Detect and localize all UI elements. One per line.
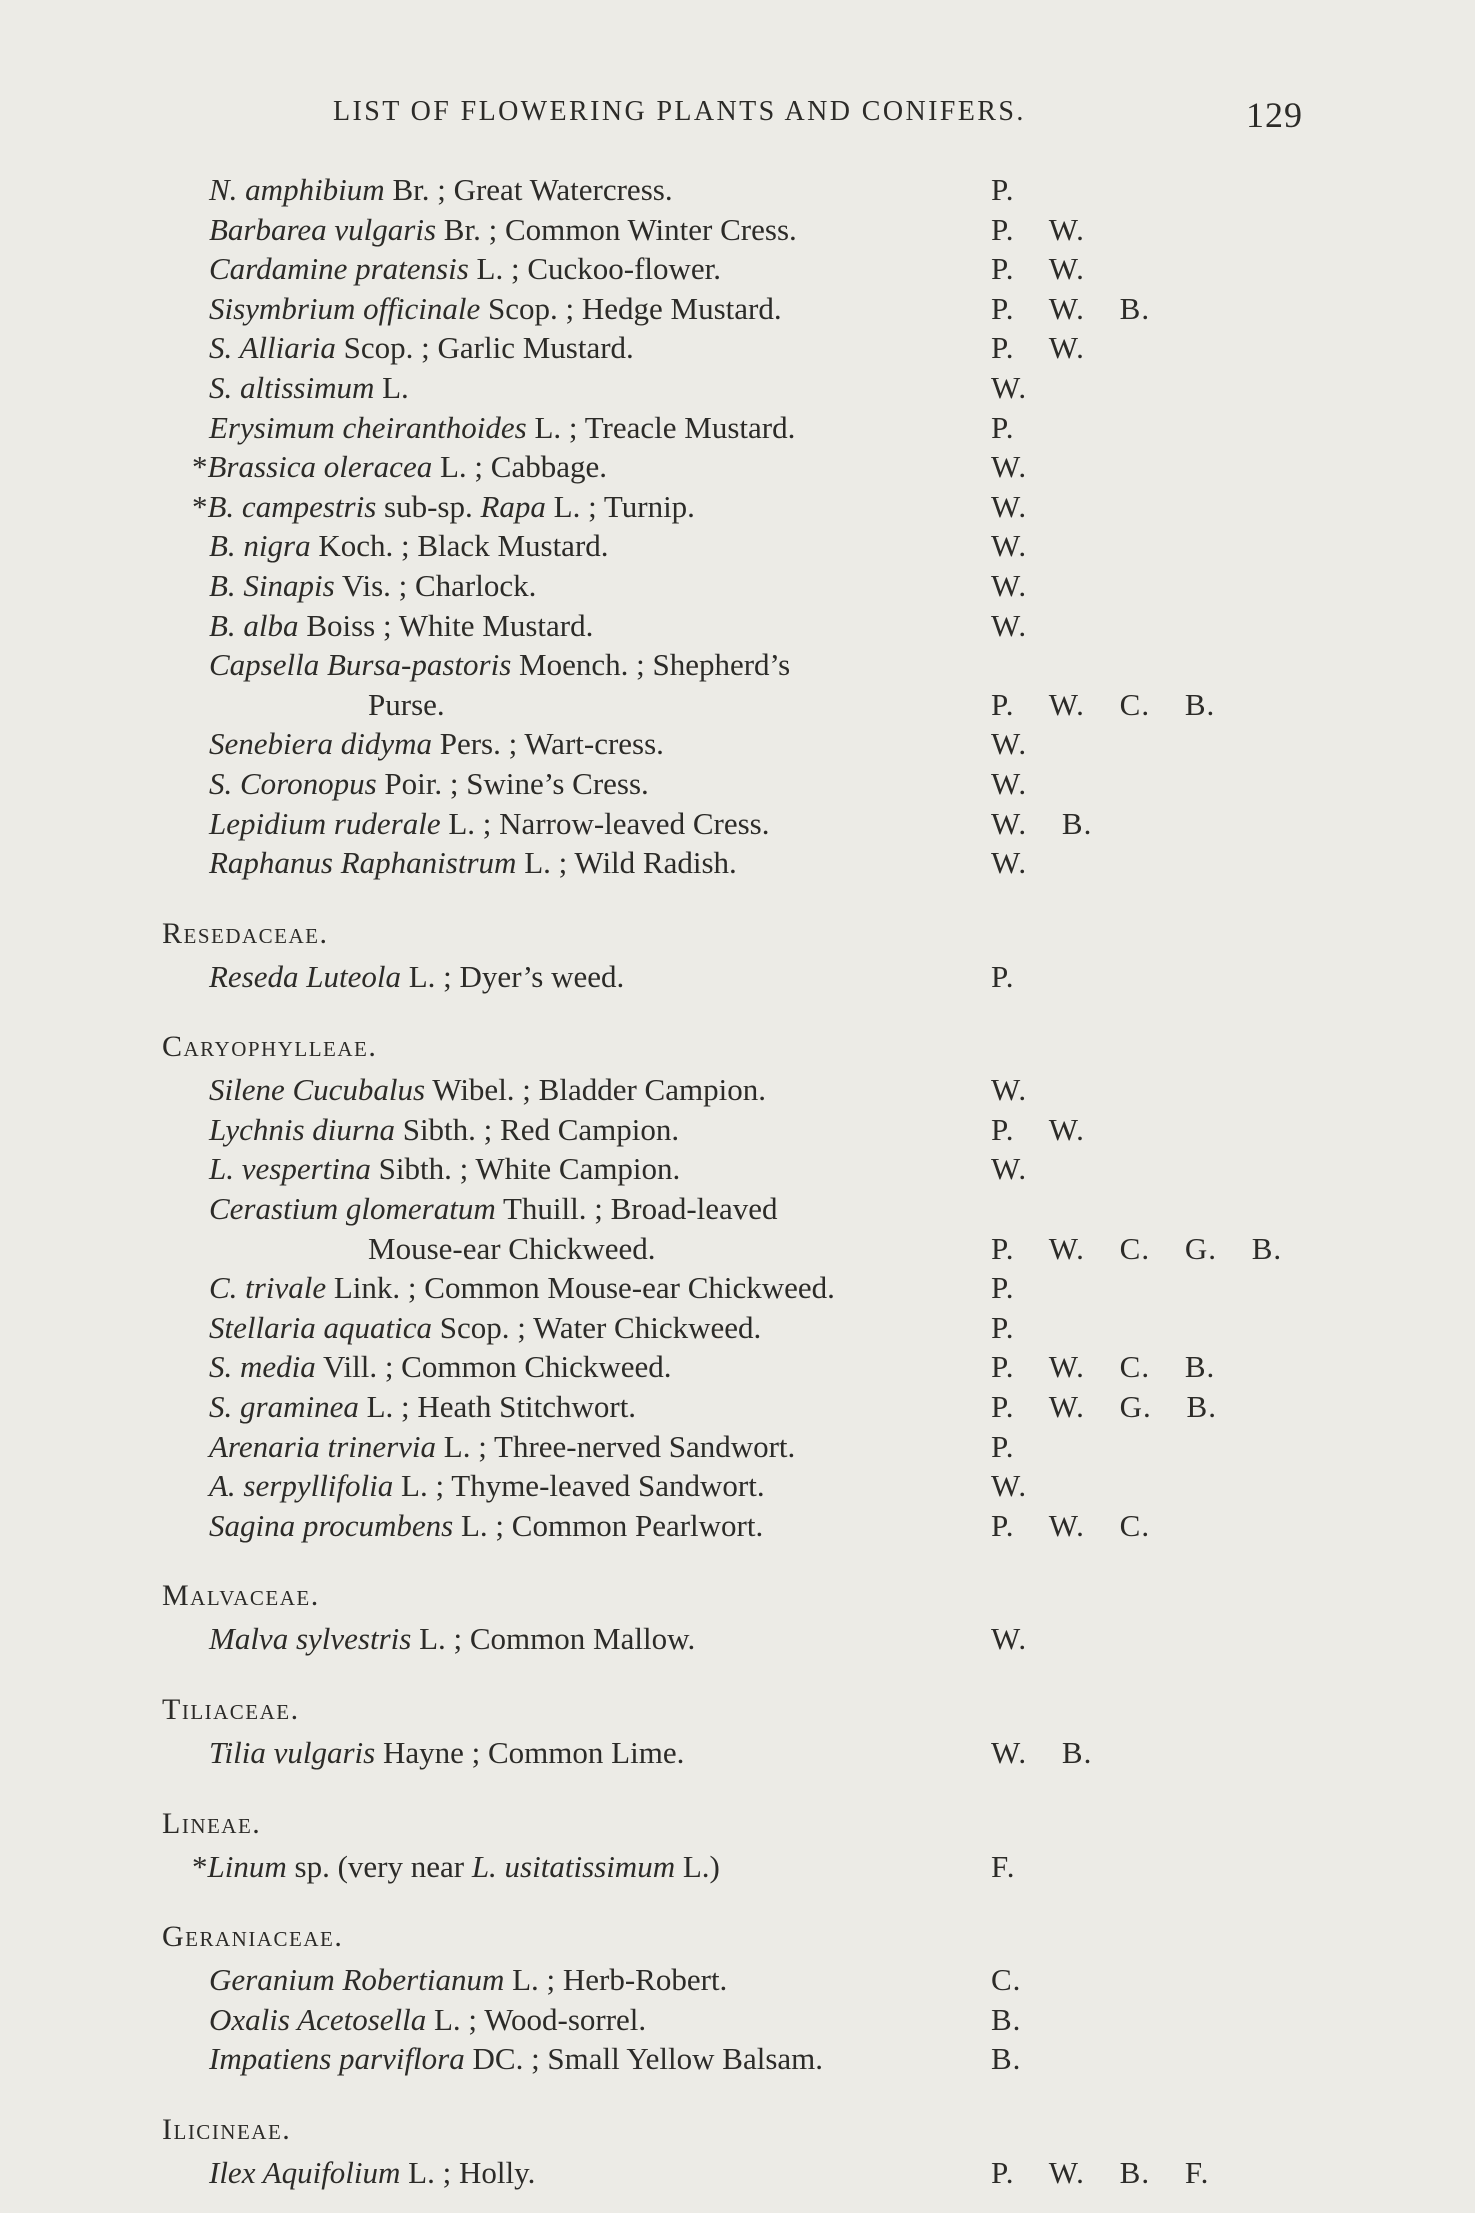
common-name-text: L. ; Narrow-leaved Cress. [440,805,770,841]
species-row [0,1468,1475,1508]
species-row [0,608,1475,648]
common-name-text: sp. (very near [286,1848,472,1884]
locality-codes: F. [991,1848,1016,1884]
species-row [0,370,1475,410]
species-row [0,410,1475,450]
species-name [209,2041,823,2077]
species-row [0,1849,1475,1889]
locality-codes: P. W. C. B. [991,686,1216,722]
species-row [0,291,1475,331]
common-name-text: Scop. ; Hedge Mustard. [480,290,782,326]
latin-name: B. campestris [207,488,377,524]
family-heading [0,917,1475,959]
latin-name: L. usitatissimum [471,1848,676,1884]
common-name-text: Sibth. ; Red Campion. [394,1111,680,1147]
species-row [0,528,1475,568]
latin-name: C. trivale [209,1270,327,1306]
species-row [0,766,1475,806]
latin-name: S. Coronopus [209,765,377,801]
species-name [209,845,737,881]
common-name-text: Link. ; Common Mouse-ear Chickweed. [326,1270,835,1306]
latin-name: B. alba [209,607,299,643]
locality-codes: W. [991,1072,1028,1108]
locality-codes: B. [991,2001,1022,2037]
latin-name: S. altissimum [209,369,375,405]
species-name [192,1849,720,1885]
latin-name: Silene Cucubalus [209,1072,426,1108]
species-name [209,1191,778,1227]
species-name [209,568,536,604]
locality-codes: W. B. [991,805,1093,841]
locality-codes: C. [991,1962,1022,1998]
latin-name: A. serpyllifolia [209,1468,394,1504]
latin-name: Reseda Luteola [209,958,401,994]
species-name [192,489,695,525]
species-name [209,608,593,644]
locality-codes: P. W. B. F. [991,2154,1210,2190]
latin-name: S. media [209,1349,316,1385]
family-heading [0,1693,1475,1735]
common-name-text: L. ; Turnip. [545,488,695,524]
common-name-text: L. ; Wild Radish. [516,845,737,881]
introduced-marker: * [192,1848,208,1884]
common-name-text: Poir. ; Swine’s Cress. [376,765,649,801]
species-name [209,2002,646,2038]
family-name: Geraniaceae. [162,1920,344,1954]
common-name-text: Mouse-ear Chickweed. [368,1230,656,1266]
family-name: Lineae. [162,1806,262,1840]
family-heading [0,1579,1475,1621]
latin-name: Ilex Aquifolium [209,2154,401,2190]
species-row [0,1072,1475,1112]
family-name: Tiliaceae. [162,1693,300,1726]
common-name-text: Vill. ; Common Chickweed. [315,1349,672,1385]
locality-codes: P. W. [991,211,1085,247]
locality-codes: P. [991,1270,1015,1306]
latin-name: Erysimum cheiranthoides [209,409,527,445]
locality-codes: P. [991,1428,1015,1464]
locality-codes: W. [991,845,1028,881]
locality-codes: W. [991,488,1028,524]
family-heading [0,1030,1475,1072]
species-row [0,1112,1475,1152]
locality-codes: B. [991,2041,1022,2077]
species-name [209,1429,795,1465]
latin-name: Sisymbrium officinale [209,290,481,326]
common-name-text: sub-sp. [376,488,481,524]
common-name-text: L. ; Three-nerved Sandwort. [436,1428,796,1464]
common-name-text: Purse. [368,686,445,722]
common-name-text: Boiss ; White Mustard. [298,607,594,643]
species-row [0,1735,1475,1775]
species-name [209,1151,680,1187]
common-name-text: Scop. ; Garlic Mustard. [335,330,634,366]
species-name [209,1508,763,1544]
species-name [209,528,609,564]
latin-name: Cerastium glomeratum [209,1191,496,1227]
common-name-text: L. ; Common Mallow. [411,1621,696,1657]
latin-name: Raphanus Raphanistrum [209,845,517,881]
latin-name: Rapa [480,488,546,524]
locality-codes: P. [991,172,1015,207]
common-name-text: L. ; Common Pearlwort. [453,1507,764,1543]
common-name-text: L. ; Cuckoo-flower. [468,251,722,287]
species-row [0,568,1475,608]
species-name [209,726,664,762]
common-name-text: L.) [675,1848,720,1884]
species-row [0,212,1475,252]
species-row [0,687,1475,727]
locality-codes: P. [991,409,1015,445]
introduced-marker: * [192,488,208,524]
latin-name: Impatiens parviflora [209,2041,465,2077]
species-name [209,1962,727,1998]
locality-codes: W. [991,765,1028,801]
family-name: Caryophylleae. [162,1030,378,1064]
locality-codes: P. W. [991,251,1085,287]
species-name [192,449,607,485]
common-name-text: L. ; Treacle Mustard. [526,409,796,445]
common-name-text: Vis. ; Charlock. [334,567,537,603]
species-name [209,291,782,327]
introduced-marker: * [192,449,208,485]
common-name-text: Wibel. ; Bladder Campion. [425,1072,766,1108]
species-row [0,647,1475,687]
species-row [0,251,1475,291]
common-name-text: L. ; Cabbage. [432,449,607,485]
locality-codes: W. B. [991,1735,1093,1770]
locality-codes: W. [991,567,1028,603]
species-row [0,2002,1475,2042]
common-name-text: L. [374,369,409,405]
species-name [209,806,769,842]
latin-name: Arenaria trinervia [209,1428,437,1464]
species-name [368,687,445,723]
locality-codes: W. [991,1151,1028,1187]
species-name [209,2155,535,2191]
species-list [0,172,1475,2195]
latin-name: Oxalis Acetosella [209,2001,427,2037]
species-name [209,766,649,802]
species-name [209,410,795,446]
species-row [0,330,1475,370]
page-number: 129 [1246,95,1303,135]
species-row [0,1621,1475,1661]
species-name [209,1310,761,1346]
species-row [0,959,1475,999]
locality-codes: P. [991,1309,1015,1345]
species-name [209,1468,765,1504]
species-name [209,1270,835,1306]
family-heading [0,2113,1475,2155]
species-row [0,1389,1475,1429]
latin-name: S. Alliaria [209,330,336,366]
common-name-text: Moench. ; Shepherd’s [511,647,791,683]
common-name-text: Thuill. ; Broad-leaved [495,1191,778,1227]
running-header [0,96,1475,146]
locality-codes: P. W. C. [991,1507,1151,1543]
species-name [209,1349,672,1385]
latin-name: Sagina procumbens [209,1507,454,1543]
latin-name: Lepidium ruderale [209,805,441,841]
species-name [209,959,624,995]
species-row [0,489,1475,529]
species-row [0,845,1475,885]
species-name [209,251,721,287]
family-name: Ilicineae. [162,2112,292,2146]
locality-codes: P. W. C. B. [991,1349,1216,1385]
locality-codes: W. [991,607,1028,643]
species-name [209,330,634,366]
species-row [0,1349,1475,1389]
latin-name: B. nigra [209,528,311,564]
species-row [0,1151,1475,1191]
species-row [0,1270,1475,1310]
latin-name: Stellaria aquatica [209,1309,433,1345]
common-name-text: Sibth. ; White Campion. [370,1151,681,1187]
latin-name: Geranium Robertianum [209,1962,505,1998]
locality-codes: W. [991,449,1028,485]
common-name-text: Pers. ; Wart-cress. [431,726,664,762]
latin-name: N. amphibium [209,172,385,207]
locality-codes: W. [991,1468,1028,1504]
common-name-text: L. ; Wood-sorrel. [426,2001,647,2037]
common-name-text: Scop. ; Water Chickweed. [432,1309,762,1345]
species-row [0,449,1475,489]
species-row [0,1508,1475,1548]
common-name-text: L. ; Heath Stitchwort. [358,1389,637,1425]
family-name: Malvaceae. [162,1579,320,1613]
species-row [0,1231,1475,1271]
family-name: Resedaceae. [162,916,329,950]
latin-name: Lychnis diurna [209,1111,395,1147]
latin-name: Malva sylvestris [209,1621,412,1657]
locality-codes: P. W. C. G. B. [991,1230,1283,1266]
family-heading [0,1807,1475,1849]
common-name-text: Hayne ; Common Lime. [375,1735,685,1770]
locality-codes: P. W. G. B. [991,1389,1217,1425]
species-name [209,1735,684,1771]
latin-name: Senebiera didyma [209,726,432,762]
latin-name: Capsella Bursa-pastoris [209,647,512,683]
species-row [0,1962,1475,2002]
common-name-text: L. ; Holly. [400,2154,536,2190]
species-name [209,647,790,683]
species-name [368,1231,656,1267]
locality-codes: P. W. [991,1111,1085,1147]
family-heading [0,1920,1475,1962]
common-name-text: Br. ; Great Watercress. [384,172,673,207]
species-name [209,172,673,208]
common-name-text: L. ; Herb-Robert. [504,1962,728,1998]
species-row [0,172,1475,212]
latin-name: B. Sinapis [209,567,335,603]
species-row [0,1191,1475,1231]
latin-name: Barbarea vulgaris [209,211,437,247]
locality-codes: W. [991,1621,1028,1657]
running-title: LIST OF FLOWERING PLANTS AND CONIFERS. [333,96,1026,127]
species-row [0,1310,1475,1350]
species-name [209,1072,766,1108]
locality-codes: P. W. B. [991,290,1151,326]
species-name [209,1389,636,1425]
species-row [0,1429,1475,1469]
latin-name: S. graminea [209,1389,359,1425]
common-name-text: DC. ; Small Yellow Balsam. [464,2041,824,2077]
latin-name: L. vespertina [209,1151,371,1187]
locality-codes: W. [991,726,1028,762]
latin-name: Brassica oleracea [207,449,433,485]
species-row [0,2155,1475,2195]
latin-name: Linum [207,1848,287,1884]
common-name-text: L. ; Dyer’s weed. [401,958,625,994]
latin-name: Tilia vulgaris [209,1735,376,1770]
species-name [209,370,409,406]
locality-codes: W. [991,369,1028,405]
latin-name: Cardamine pratensis [209,251,469,287]
species-name [209,1112,679,1148]
common-name-text: Koch. ; Black Mustard. [310,528,609,564]
locality-codes: P. [991,958,1015,994]
species-name [209,212,797,248]
locality-codes: P. W. [991,330,1085,366]
common-name-text: Br. ; Common Winter Cress. [436,211,797,247]
common-name-text: L. ; Thyme-leaved Sandwort. [393,1468,765,1504]
species-name [209,1621,695,1657]
species-row [0,2041,1475,2081]
species-row [0,806,1475,846]
locality-codes: W. [991,528,1028,564]
species-row [0,726,1475,766]
